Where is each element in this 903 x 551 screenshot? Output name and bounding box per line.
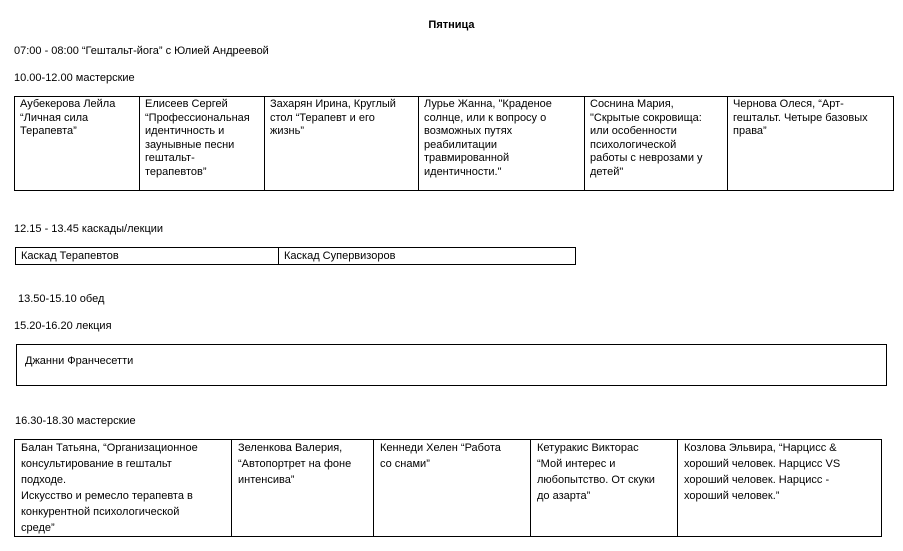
workshop-cell: Аубекерова Лейла “Личная сила Терапевта” (15, 97, 140, 191)
workshop-cell: Захарян Ирина, Круглый стол “Терапевт и его жизнь” (265, 97, 419, 191)
workshop-cell: Балан Татьяна, “Организационное консультирование в гештальт подходе. Искусство и ремесло терапевта в конкурентной психологической среде” (15, 440, 232, 537)
workshop-cell: Кеннеди Хелен “Работа со снами” (374, 440, 531, 537)
cascades-heading: 12.15 - 13.45 каскады/лекции (14, 223, 164, 235)
table-row (15, 440, 882, 537)
day-title: Пятница (428, 19, 475, 31)
workshop-cell: Соснина Мария, "Скрытые сокровища: или особенности психологической работы с неврозами у детей" (585, 97, 728, 191)
lecture-speaker: Джанни Франчесетти (25, 355, 134, 367)
workshops1-heading: 10.00-12.00 мастерские (14, 72, 135, 84)
yoga-line: 07:00 - 08:00 “Гештальт-йога” с Юлией Андреевой (14, 45, 269, 57)
workshops1-table (14, 96, 894, 191)
lecture-heading: 15.20-16.20 лекция (14, 320, 112, 332)
lecture-box (16, 344, 887, 386)
workshops2-heading: 16.30-18.30 мастерские (15, 415, 136, 427)
table-row (15, 97, 894, 191)
workshop-cell: Зеленкова Валерия, “Автопортрет на фоне интенсива” (232, 440, 374, 537)
workshop-cell: Козлова Эльвира, “Нарцисс & хороший человек. Нарцисс VS хороший человек. Нарцисс - хороший человек.” (678, 440, 882, 537)
cascade-cell: Каскад Супервизоров (279, 248, 576, 265)
cascade-cell: Каскад Терапевтов (16, 248, 279, 265)
table-row (16, 248, 576, 265)
workshop-cell: Кетуракис Викторас “Мой интерес и любопытство. От скуки до азарта” (531, 440, 678, 537)
workshop-cell: Чернова Олеся, “Арт- гештальт. Четыре базовых права” (728, 97, 894, 191)
lunch-line: 13.50-15.10 обед (18, 293, 105, 305)
workshop-cell: Елисеев Сергей “Профессиональная идентичность и заунывные песни гештальт- терапевтов” (140, 97, 265, 191)
workshop-cell: Лурье Жанна, "Краденое солнце, или к вопросу о возможных путях реабилитации травмированной идентичности." (419, 97, 585, 191)
workshops2-table (14, 439, 882, 537)
cascades-table (15, 247, 576, 265)
